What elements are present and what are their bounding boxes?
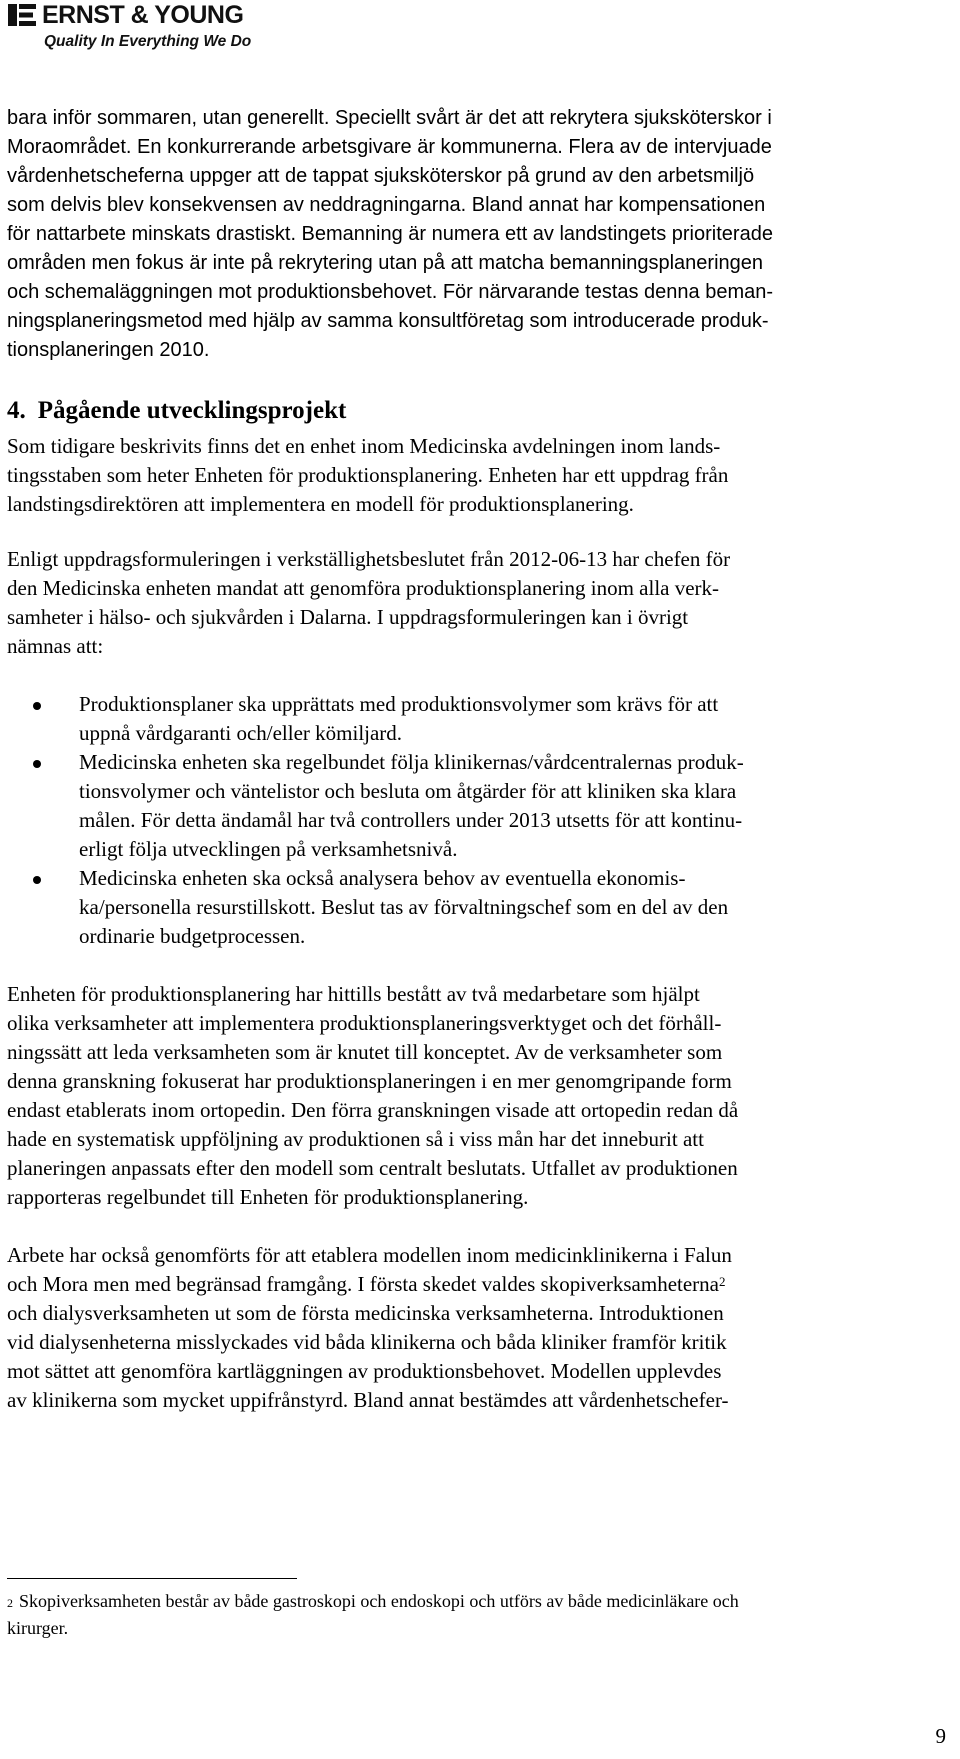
footnote-text: Skopiverksamheten består av både gastroskopi och endoskopi och utförs av både medicinläkare och [19, 1591, 739, 1611]
bullet-list [7, 690, 948, 951]
text-line: vårdenhetscheferna uppger att de tappat sjuksköterskor på grund av den arbetsmiljö [7, 165, 755, 187]
text-line [7, 1270, 948, 1299]
text-line: endast etablerats inom ortopedin. Den förra granskningen visade att ortopedin redan då [7, 1098, 739, 1122]
text-line: den Medicinska enheten mandat att genomföra produktionsplanering inom alla verk- [7, 576, 720, 600]
text-line: Som tidigare beskrivits finns det en enhet inom Medicinska avdelningen inom lands- [7, 434, 721, 458]
footnote-mark: 2 [7, 1596, 13, 1610]
ey-logo-mark-icon [8, 4, 36, 26]
paragraph-unit-work [7, 980, 948, 1212]
text-line: uppnå vårdgaranti och/eller kömiljard. [79, 721, 403, 745]
bullet-icon [33, 760, 41, 768]
text-line: Produktionsplaner ska upprättats med produktionsvolymer som krävs för att [79, 692, 719, 716]
text-line: mot sättet att genomföra kartläggningen av produktionsbehovet. Modellen upplevdes [7, 1359, 722, 1383]
list-item [7, 690, 948, 748]
text-line: ka/personella resurstillskott. Beslut tas av förvaltningschef som en del av den [79, 895, 729, 919]
section-heading [7, 394, 948, 428]
text-line: ningsplaneringsmetod med hjälp av samma konsultföretag som introducerade produk- [7, 310, 769, 332]
text-line: Medicinska enheten ska regelbundet följa klinikernas/vårdcentralernas produk- [79, 750, 744, 774]
bullet-icon [33, 876, 41, 884]
paragraph-staffing [7, 104, 948, 365]
text-line: nämnas att: [7, 634, 104, 658]
footnote [7, 1588, 937, 1642]
text-line: Medicinska enheten ska också analysera behov av eventuella ekonomis- [79, 866, 686, 890]
text-line: vid dialysenheterna misslyckades vid båda klinikerna och båda kliniker framför kritik [7, 1330, 727, 1354]
section-number: 4. [7, 397, 26, 424]
footnote-line: kirurger. [7, 1618, 69, 1638]
text-line: olika verksamheter att implementera produktionsplaneringsverktyget och det förhåll- [7, 1011, 722, 1035]
list-item [7, 864, 948, 951]
footnote-reference: 2 [719, 1274, 726, 1289]
text-line: Moraområdet. En konkurrerande arbetsgivare är kommunerna. Flera av de intervjuade [7, 136, 772, 158]
text-line: hade en systematisk uppföljning av produktionen så i viss mån har det inneburit att [7, 1127, 704, 1151]
document-body [7, 104, 948, 1415]
text-line: ordinarie budgetprocessen. [79, 924, 306, 948]
footnote-divider [7, 1578, 297, 1579]
text-line: Enligt uppdragsformuleringen i verkställighetsbeslutet från 2012-06-13 har chefen för [7, 547, 731, 571]
list-item [7, 748, 948, 864]
text-line: tionsplaneringen 2010. [7, 339, 210, 361]
paragraph-mandate [7, 545, 948, 661]
text-line: landstingsdirektören att implementera en modell för produktionsplanering. [7, 492, 634, 516]
paragraph-medicine-clinics [7, 1241, 948, 1415]
text-line: för nattarbete minskats drastiskt. Bemanning är numera ett av landstingets prioriterade [7, 223, 773, 245]
text-line: Enheten för produktionsplanering har hittills bestått av två medarbetare som hjälpt [7, 982, 700, 1006]
paragraph-unit-intro [7, 432, 948, 519]
text-segment: och Mora men med begränsad framgång. I första skedet valdes skopiverksamheterna [7, 1272, 720, 1296]
text-line: områden men fokus är inte på rekrytering utan på att matcha bemanningsplaneringen [7, 252, 764, 274]
text-line: tingsstaben som heter Enheten för produktionsplanering. Enheten har ett uppdrag från [7, 463, 729, 487]
ernst-young-logo [8, 0, 268, 60]
text-line: Arbete har också genomförts för att etablera modellen inom medicinklinikerna i Falun [7, 1243, 732, 1267]
company-name: ERNST & YOUNG [42, 1, 244, 29]
text-line: ningssätt att leda verksamheten som är knutet till konceptet. Av de verksamheter som [7, 1040, 723, 1064]
text-line: och schemaläggningen mot produktionsbehovet. För närvarande testas denna beman- [7, 281, 774, 303]
text-line: rapporteras regelbundet till Enheten för produktionsplanering. [7, 1185, 529, 1209]
text-line: samheter i hälso- och sjukvården i Dalarna. I uppdragsformuleringen kan i övrigt [7, 605, 689, 629]
text-line: bara inför sommaren, utan generellt. Speciellt svårt är det att rekrytera sjuksköterskor i [7, 107, 772, 129]
footnote-line [7, 1588, 937, 1615]
bullet-icon [33, 702, 41, 710]
text-line: av klinikerna som mycket uppifrånstyrd. Bland annat bestämdes att vårdenhetschefer- [7, 1388, 729, 1412]
page-number: 9 [935, 1724, 946, 1748]
company-tagline: Quality In Everything We Do [44, 33, 252, 50]
text-line: planeringen anpassats efter den modell som centralt beslutats. Utfallet av produktionen [7, 1156, 738, 1180]
section-title: Pågående utvecklingsprojekt [37, 397, 347, 424]
text-line: som delvis blev konsekvensen av neddragningarna. Bland annat har kompensationen [7, 194, 766, 216]
text-line: erligt följa utvecklingen på verksamhetsnivå. [79, 837, 458, 861]
text-line: tionsvolymer och väntelistor och besluta om åtgärder för att kliniken ska klara [79, 779, 737, 803]
text-line: målen. För detta ändamål har två controllers under 2013 utsetts för att kontinu- [79, 808, 743, 832]
text-line: denna granskning fokuserat har produktionsplaneringen i en mer genomgripande form [7, 1069, 732, 1093]
text-line: och dialysverksamheten ut som de första medicinska verksamheterna. Introduktionen [7, 1301, 724, 1325]
